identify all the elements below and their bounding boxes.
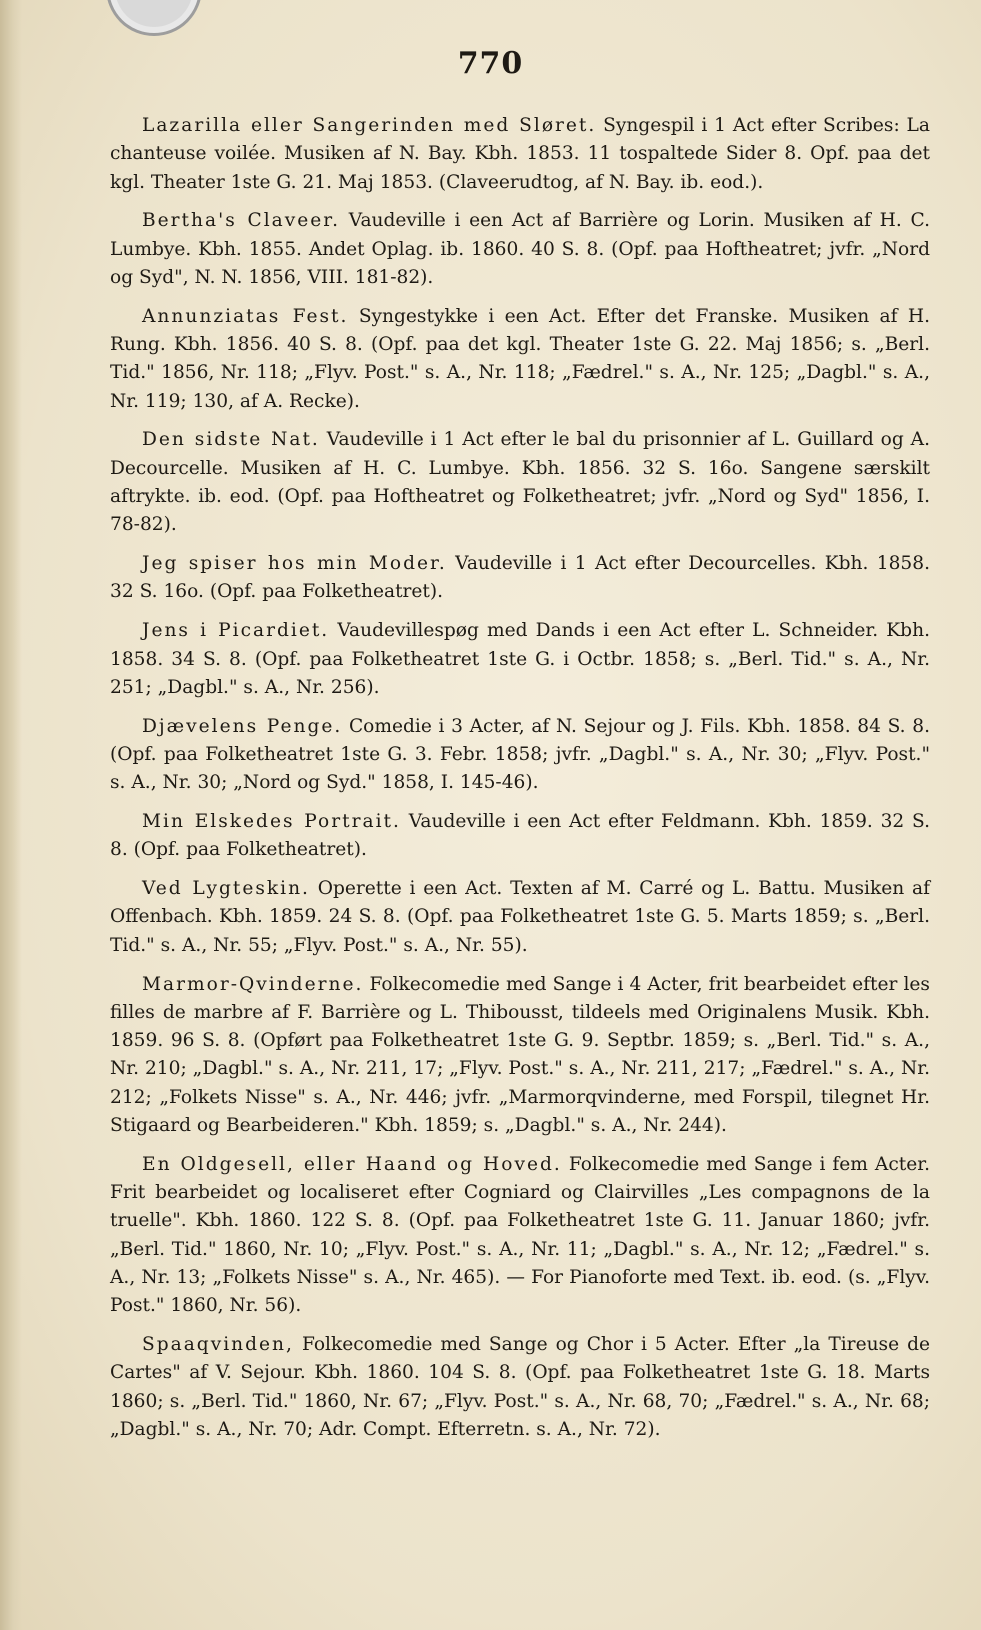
entry-text: Vaudeville i 1 Act efter le bal du prisonnier af L. Guillard og A. Decourcelle. Musiken af H. C. Lumbye. Kbh. 1856. 32 S. 16o. Sangene særskilt aftrykte. ib. eod. (Opf. paa Hoftheatret og Folketheatret; jvfr. „Nord og Syd" 1856, I. 78-82). (110, 429, 930, 536)
bibliography-entry (110, 1331, 930, 1444)
bibliography-entry (110, 112, 930, 197)
entry-text: Comedie i 3 Acter, af N. Sejour og J. Fils. Kbh. 1858. 84 S. 8. (Opf. paa Folketheatret 1ste G. 3. Febr. 1858; jvfr. „Dagbl." s. A., Nr. 30; „Flyv. Post." s. A., Nr. 30; „Nord og Syd." 1858, I. 145-46). (110, 715, 930, 794)
bibliography-entry (110, 426, 930, 539)
bibliography-entry (110, 808, 930, 865)
bibliography-entry (110, 1151, 930, 1321)
entry-title: Spaaqvinden, (142, 1334, 294, 1356)
entry-text: Vaudeville i een Act efter Feldmann. Kbh. 1859. 32 S. 8. (Opf. paa Folketheatret). (110, 811, 931, 861)
entry-text: Operette i een Act. Texten af M. Carré og L. Battu. Musiken af Offenbach. Kbh. 1859. 24 S. 8. (Opf. paa Folketheatret 1ste G. 5. Marts 1859; s. „Berl. Tid." s. A., Nr. 55; „Flyv. Post." s. A., Nr. 55). (110, 878, 930, 956)
entry-title: Marmor-Qvinderne. (142, 973, 364, 995)
page-binding-edge (0, 0, 22, 1630)
entry-text: Vaudeville i een Act af Barrière og Lorin. Musiken af H. C. Lumbye. Kbh. 1855. Andet Oplag. ib. 1860. 40 S. 8. (Opf. paa Hoftheatret; jvfr. „Nord og Syd", N. N. 1856, VIII. 181-82). (110, 210, 930, 288)
bibliography-entries (110, 112, 930, 1455)
entry-title: Djævelens Penge. (142, 715, 343, 737)
entry-text: Folkecomedie med Sange i fem Acter. Frit bearbeidet og localiseret efter Cogniard og Clairvilles „Les compagnons de la truelle". Kbh. 1860. 122 S. 8. (Opf. paa Folketheatret 1ste G. 11. Januar 1860; jvfr. „Berl. Tid." 1860, Nr. 10; „Flyv. Post." s. A., Nr. 11; „Dagbl." s. A., Nr. 12; „Fædrel." s. A., Nr. 13; „Folkets Nisse" s. A., Nr. 465). — For Pianoforte med Text. ib. eod. (s. „Flyv. Post." 1860, Nr. 56). (110, 1153, 930, 1317)
entry-text: Syngespil i 1 Act efter Scribes: La chanteuse voilée. Musiken af N. Bay. Kbh. 1853. 11 tospaltede Sider 8. Opf. paa det kgl. Theater 1ste G. 21. Maj 1853. (Claveerudtog, af N. Bay. ib. eod.). (110, 115, 930, 193)
page-number: 770 (457, 46, 524, 81)
bibliography-entry (110, 303, 930, 416)
entry-title: Ved Lygteskin. (142, 878, 310, 900)
entry-title: Bertha's Claveer. (142, 210, 340, 232)
entry-title: En Oldgesell, eller Haand og Hoved. (142, 1153, 562, 1175)
entry-title: Jeg spiser hos min Moder. (142, 553, 447, 575)
entry-title: Lazarilla eller Sangerinden med Sløret. (142, 115, 597, 136)
bibliography-entry (110, 971, 930, 1141)
entry-title: Jens i Picardiet. (142, 620, 330, 642)
bibliography-entry (110, 875, 930, 960)
entry-title: Annunziatas Fest. (142, 305, 349, 327)
library-stamp-mark (106, 0, 202, 36)
entry-text: Vaudeville i 1 Act efter Decourcelles. Kbh. 1858. 32 S. 16o. (Opf. paa Folketheatret). (110, 553, 930, 603)
entry-title: Den sidste Nat. (142, 429, 320, 451)
entry-text: Vaudevillespøg med Dands i een Act efter L. Schneider. Kbh. 1858. 34 S. 8. (Opf. paa Folketheatret 1ste G. i Octbr. 1858; s. „Berl. Tid." s. A., Nr. 251; „Dagbl." s. A., Nr. 256). (110, 620, 930, 698)
bibliography-entry (110, 550, 930, 607)
bibliography-entry (110, 617, 930, 702)
entry-text: Syngestykke i een Act. Efter det Franske. Musiken af H. Rung. Kbh. 1856. 40 S. 8. (Opf. paa det kgl. Theater 1ste G. 22. Maj 1856; s. „Berl. Tid." 1856, Nr. 118; „Flyv. Post." s. A., Nr. 118; „Fædrel." s. A., Nr. 125; „Dagbl." s. A., Nr. 119; 130, af A. Recke). (110, 305, 931, 412)
entry-text: Folkecomedie med Sange og Chor i 5 Acter. Efter „la Tireuse de Cartes" af V. Sejour. Kbh. 1860. 104 S. 8. (Opf. paa Folketheatret 1ste G. 18. Marts 1860; s. „Berl. Tid." 1860, Nr. 67; „Flyv. Post." s. A., Nr. 68, 70; „Fædrel." s. A., Nr. 68; „Dagbl." s. A., Nr. 70; Adr. Compt. Efterretn. s. A., Nr. 72). (110, 1334, 931, 1440)
bibliography-entry (110, 713, 930, 798)
entry-title: Min Elskedes Portrait. (142, 811, 401, 833)
entry-text: Folkecomedie med Sange i 4 Acter, frit bearbeidet efter les filles de marbre af F. Barrière og L. Thibousst, tildeels med Originalens Musik. Kbh. 1859. 96 S. 8. (Opført paa Folketheatret 1ste G. 9. Septbr. 1859; s. „Berl. Tid." s. A., Nr. 210; „Dagbl." s. A., Nr. 211, 17; „Flyv. Post." s. A., Nr. 211, 217; „Fædrel." s. A., Nr. 212; „Folkets Nisse" s. A., Nr. 446; jvfr. „Marmorqvinderne, med Forspil, tilegnet Hr. Stigaard og Bearbeideren." Kbh. 1859; s. „Dagbl." s. A., Nr. 244). (110, 973, 930, 1136)
bibliography-entry (110, 207, 930, 292)
